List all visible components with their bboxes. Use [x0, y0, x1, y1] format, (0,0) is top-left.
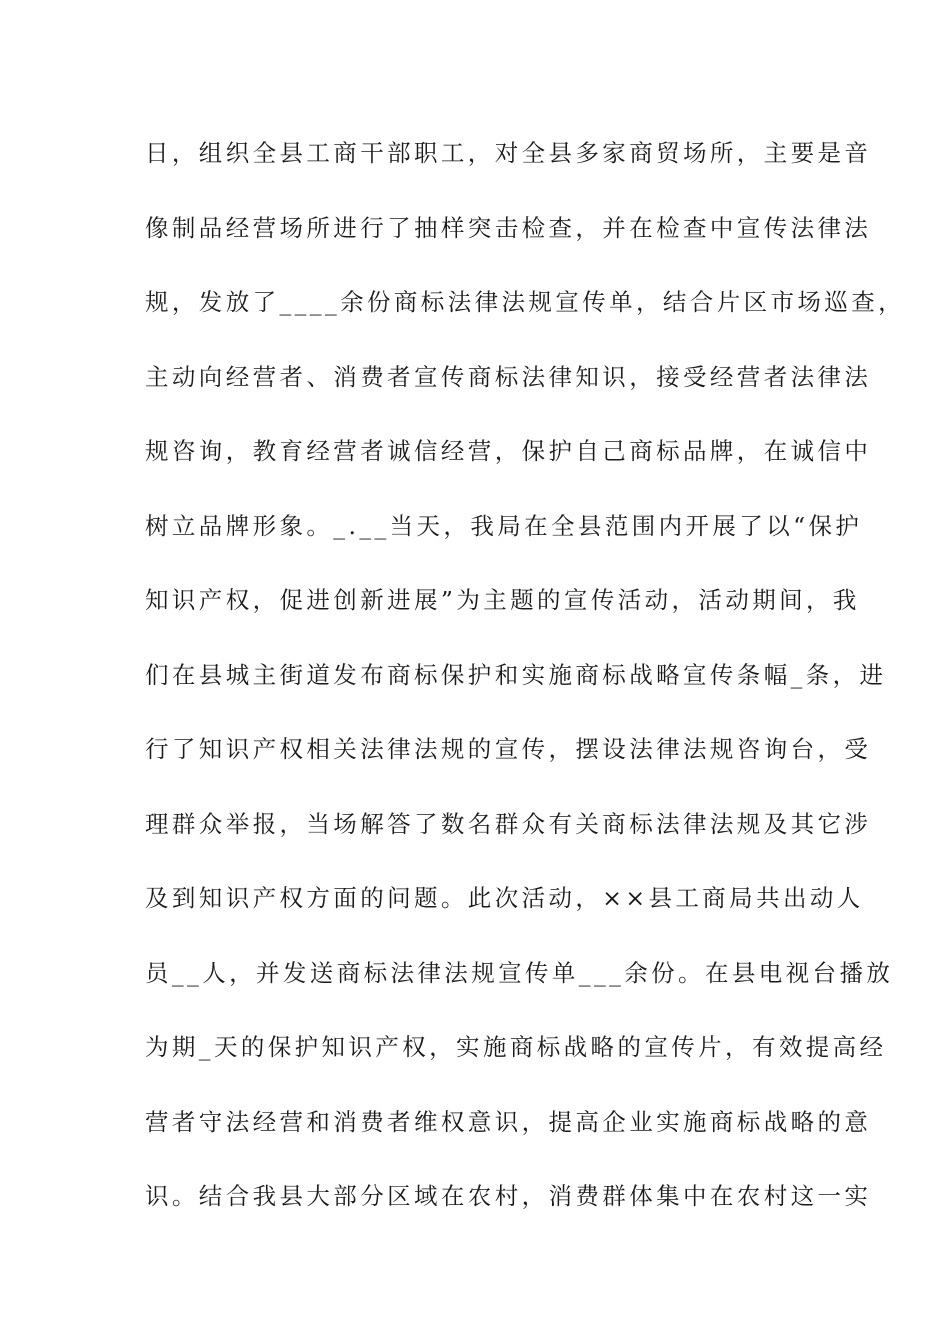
text-line: 及到知识产权方面的问题。此次活动，××县工商局共出动人	[145, 884, 864, 912]
text-line: 员__人，并发送商标法律法规宣传单___余份。在县电视台播放	[145, 958, 894, 987]
text-line: 们在县城主街道发布商标保护和实施商标战略宣传条幅_条，进	[145, 660, 887, 689]
body-paragraph	[145, 130, 905, 1248]
text-line: 为期_天的保护知识产权，实施商标战略的宣传片，有效提高经	[145, 1033, 887, 1061]
text-line: 主动向经营者、消费者宣传商标法律知识，接受经营者法律法	[145, 362, 872, 391]
text-line: 知识产权，促进创新进展”为主题的宣传活动，活动期间，我	[145, 586, 860, 614]
text-line: 树立品牌形象。_.__当天，我局在全县范围内开展了以“保护	[145, 511, 863, 540]
text-line: 规，发放了____余份商标法律法规宣传单，结合片区市场巡查，	[145, 288, 905, 316]
text-line: 日，组织全县工商干部职工，对全县多家商贸场所，主要是音	[145, 139, 872, 167]
text-line: 营者守法经营和消费者维权意识，提高企业实施商标战略的意	[145, 1107, 872, 1136]
text-line: 像制品经营场所进行了抽样突击检查，并在检查中宣传法律法	[145, 213, 872, 242]
text-line: 行了知识产权相关法律法规的宣传，摆设法律法规咨询台，受	[145, 735, 872, 763]
text-line: 理群众举报，当场解答了数名群众有关商标法律法规及其它涉	[145, 809, 872, 838]
text-line: 识。结合我县大部分区域在农村，消费群体集中在农村这一实	[145, 1182, 872, 1210]
text-line: 规咨询，教育经营者诚信经营，保护自己商标品牌，在诚信中	[145, 437, 872, 465]
